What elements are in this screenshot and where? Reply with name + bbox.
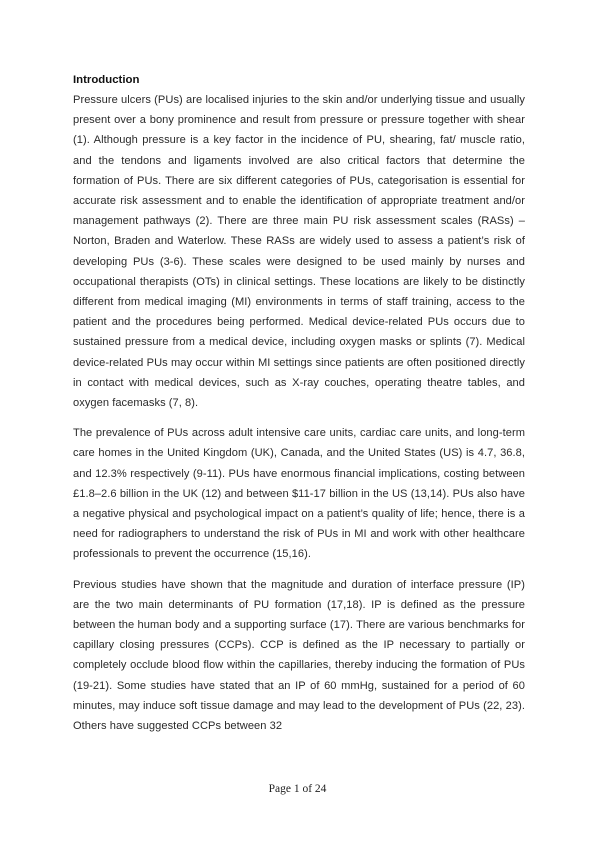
paragraph-1: Pressure ulcers (PUs) are localised injuries to the skin and/or underlying tissue and usually present over a bony prominence and result from pressure or pressure together with shear (1). Although pressure is a key factor in the incidence of PU, shearing, fat/ muscle ratio, and the tendons and ligaments involved are also critical factors that determine the formation of PUs. There are six different categories of PUs, categorisation is essential for accurate risk assessment and to enable the identification of appropriate treatment and/or management pathways (2). There are three main PU risk assessment scales (RASs) – Norton, Braden and Waterlow. These RASs are widely used to assess a patient’s risk of developing PUs (3-6). These scales were designed to be used mainly by nurses and occupational therapists (OTs) in clinical settings. These locations are likely to be distinctly different from medical imaging (MI) environments in terms of staff training, access to the patient and the procedures being performed. Medical device-related PUs occurs due to sustained pressure from a medical device, including oxygen masks or splints (7). Medical device-related PUs may occur within MI settings since patients are often positioned directly in contact with medical devices, such as X-ray couches, operating theatre tables, and oxygen facemasks (7, 8). xyxy=(73,94,525,410)
paragraph-3: Previous studies have shown that the magnitude and duration of interface pressure (IP) are the two main determinants of PU formation (17,18). IP is defined as the pressure between the human body and a supporting surface (17). There are various benchmarks for capillary closing pressures (CCPs). CCP is defined as the IP necessary to partially or completely occlude blood flow within the capillaries, thereby inducing the formation of PUs (19-21). Some studies have stated that an IP of 60 mmHg, sustained for a period of 60 minutes, may induce soft tissue damage and may lead to the development of PUs (22, 23). Others have suggested CCPs between 32 xyxy=(73,578,525,733)
paragraph-2: The prevalence of PUs across adult intensive care units, cardiac care units, and long-term care homes in the United Kingdom (UK), Canada, and the United States (US) is 4.7, 36.8, and 12.3% respectively (9-11). PUs have enormous financial implications, costing between £1.8–2.6 billion in the UK (12) and between $11-17 billion in the US (13,14). PUs also have a negative physical and psychological impact on a patient’s quality of life; hence, there is a need for radiographers to understand the risk of PUs in MI and work with other healthcare professionals to prevent the occurrence (15,16). xyxy=(73,427,525,561)
page-body xyxy=(73,70,525,746)
page-number: Page 1 of 24 xyxy=(268,783,327,795)
section-heading: Introduction xyxy=(73,74,140,86)
